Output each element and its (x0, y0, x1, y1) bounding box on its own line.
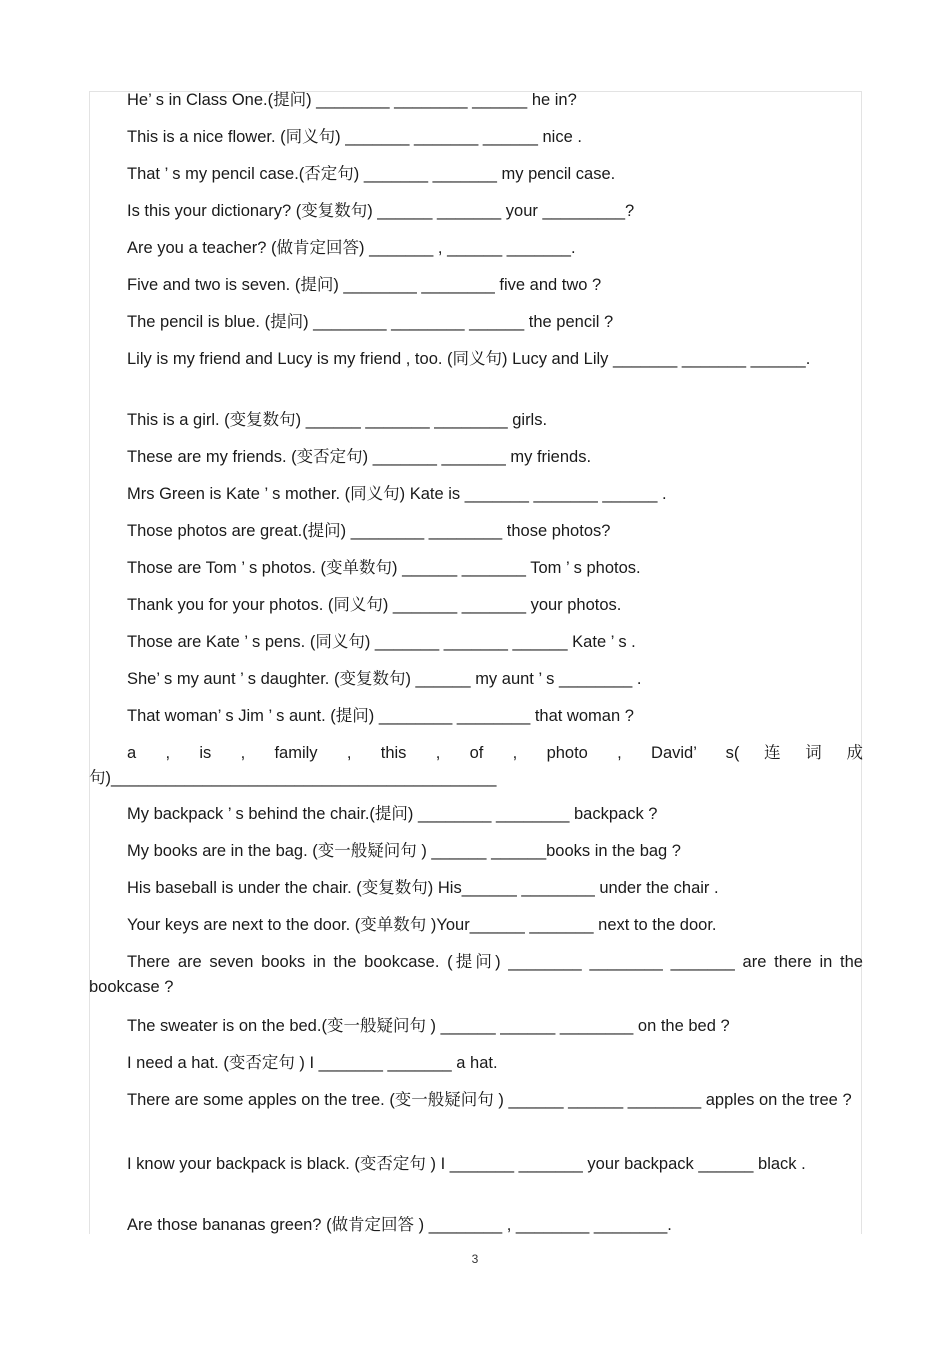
exercise-item: That woman’ s Jim ’ s aunt. (提问) ________ ________ that woman ? (127, 707, 634, 725)
exercise-item: Those photos are great.(提问) ________ ________ those photos? (127, 522, 611, 540)
exercise-item: The sweater is on the bed.(变一般疑问句 ) ______ ______ ________ on the bed ? (127, 1017, 730, 1035)
exercise-item: My backpack ’ s behind the chair.(提问) ________ ________ backpack ? (127, 805, 658, 823)
exercise-item: Is this your dictionary? (变复数句) ______ _______ your _________? (127, 202, 635, 220)
exercise-item: Five and two is seven. (提问) ________ ________ five and two ? (127, 276, 602, 294)
exercise-item: That ’ s my pencil case.(否定句) _______ _______ my pencil case. (127, 165, 616, 183)
exercise-item: a , is , family , this , of , photo , David’ s(连词成句)__________________________________________ (89, 744, 863, 787)
exercise-item: He’ s in Class One.(提问) ________ ________ ______ he in? (127, 91, 577, 109)
exercise-item: She’ s my aunt ’ s daughter. (变复数句) ______ my aunt ’ s ________ . (127, 670, 642, 688)
exercise-item: There are some apples on the tree. (变一般疑问句 ) ______ ______ ________ apples on the tree ? (127, 1091, 852, 1109)
exercise-item: Those are Tom ’ s photos. (变单数句) ______ _______ Tom ’ s photos. (127, 559, 641, 577)
exercise-item: This is a girl. (变复数句) ______ _______ ________ girls. (127, 411, 548, 429)
exercise-item: My books are in the bag. (变一般疑问句 ) ______ ______books in the bag ? (127, 842, 681, 860)
exercise-list (89, 88, 863, 1250)
exercise-item: This is a nice flower. (同义句) _______ _______ ______ nice . (127, 128, 582, 146)
exercise-item: His baseball is under the chair. (变复数句) His______ ________ under the chair . (127, 879, 719, 897)
exercise-item: I need a hat. (变否定句 ) I _______ _______ a hat. (127, 1054, 498, 1072)
page-number: 3 (471, 1252, 479, 1266)
exercise-item: Are those bananas green? (做肯定回答 ) ________ , ________ ________. (127, 1216, 672, 1234)
exercise-item: Thank you for your photos. (同义句) _______ _______ your photos. (127, 596, 622, 614)
exercise-item: I know your backpack is black. (变否定句 ) I _______ _______ your backpack ______ black . (127, 1155, 806, 1173)
exercise-item: Those are Kate ’ s pens. (同义句) _______ _______ ______ Kate ’ s . (127, 633, 636, 651)
exercise-item: Are you a teacher? (做肯定回答) _______ , ______ _______. (127, 239, 576, 257)
exercise-item: Your keys are next to the door. (变单数句 )Your______ _______ next to the door. (127, 916, 717, 934)
exercise-item: These are my friends. (变否定句) _______ _______ my friends. (127, 448, 592, 466)
exercise-item: There are seven books in the bookcase. (提问) ________ ________ _______ are there in the bookcase ? (89, 953, 863, 996)
exercise-item: The pencil is blue. (提问) ________ ________ ______ the pencil ? (127, 313, 614, 331)
exercise-item: Lily is my friend and Lucy is my friend , too. (同义句) Lucy and Lily _______ _______ ______. (127, 350, 811, 368)
exercise-item: Mrs Green is Kate ’ s mother. (同义句) Kate is _______ _______ ______ . (127, 485, 667, 503)
